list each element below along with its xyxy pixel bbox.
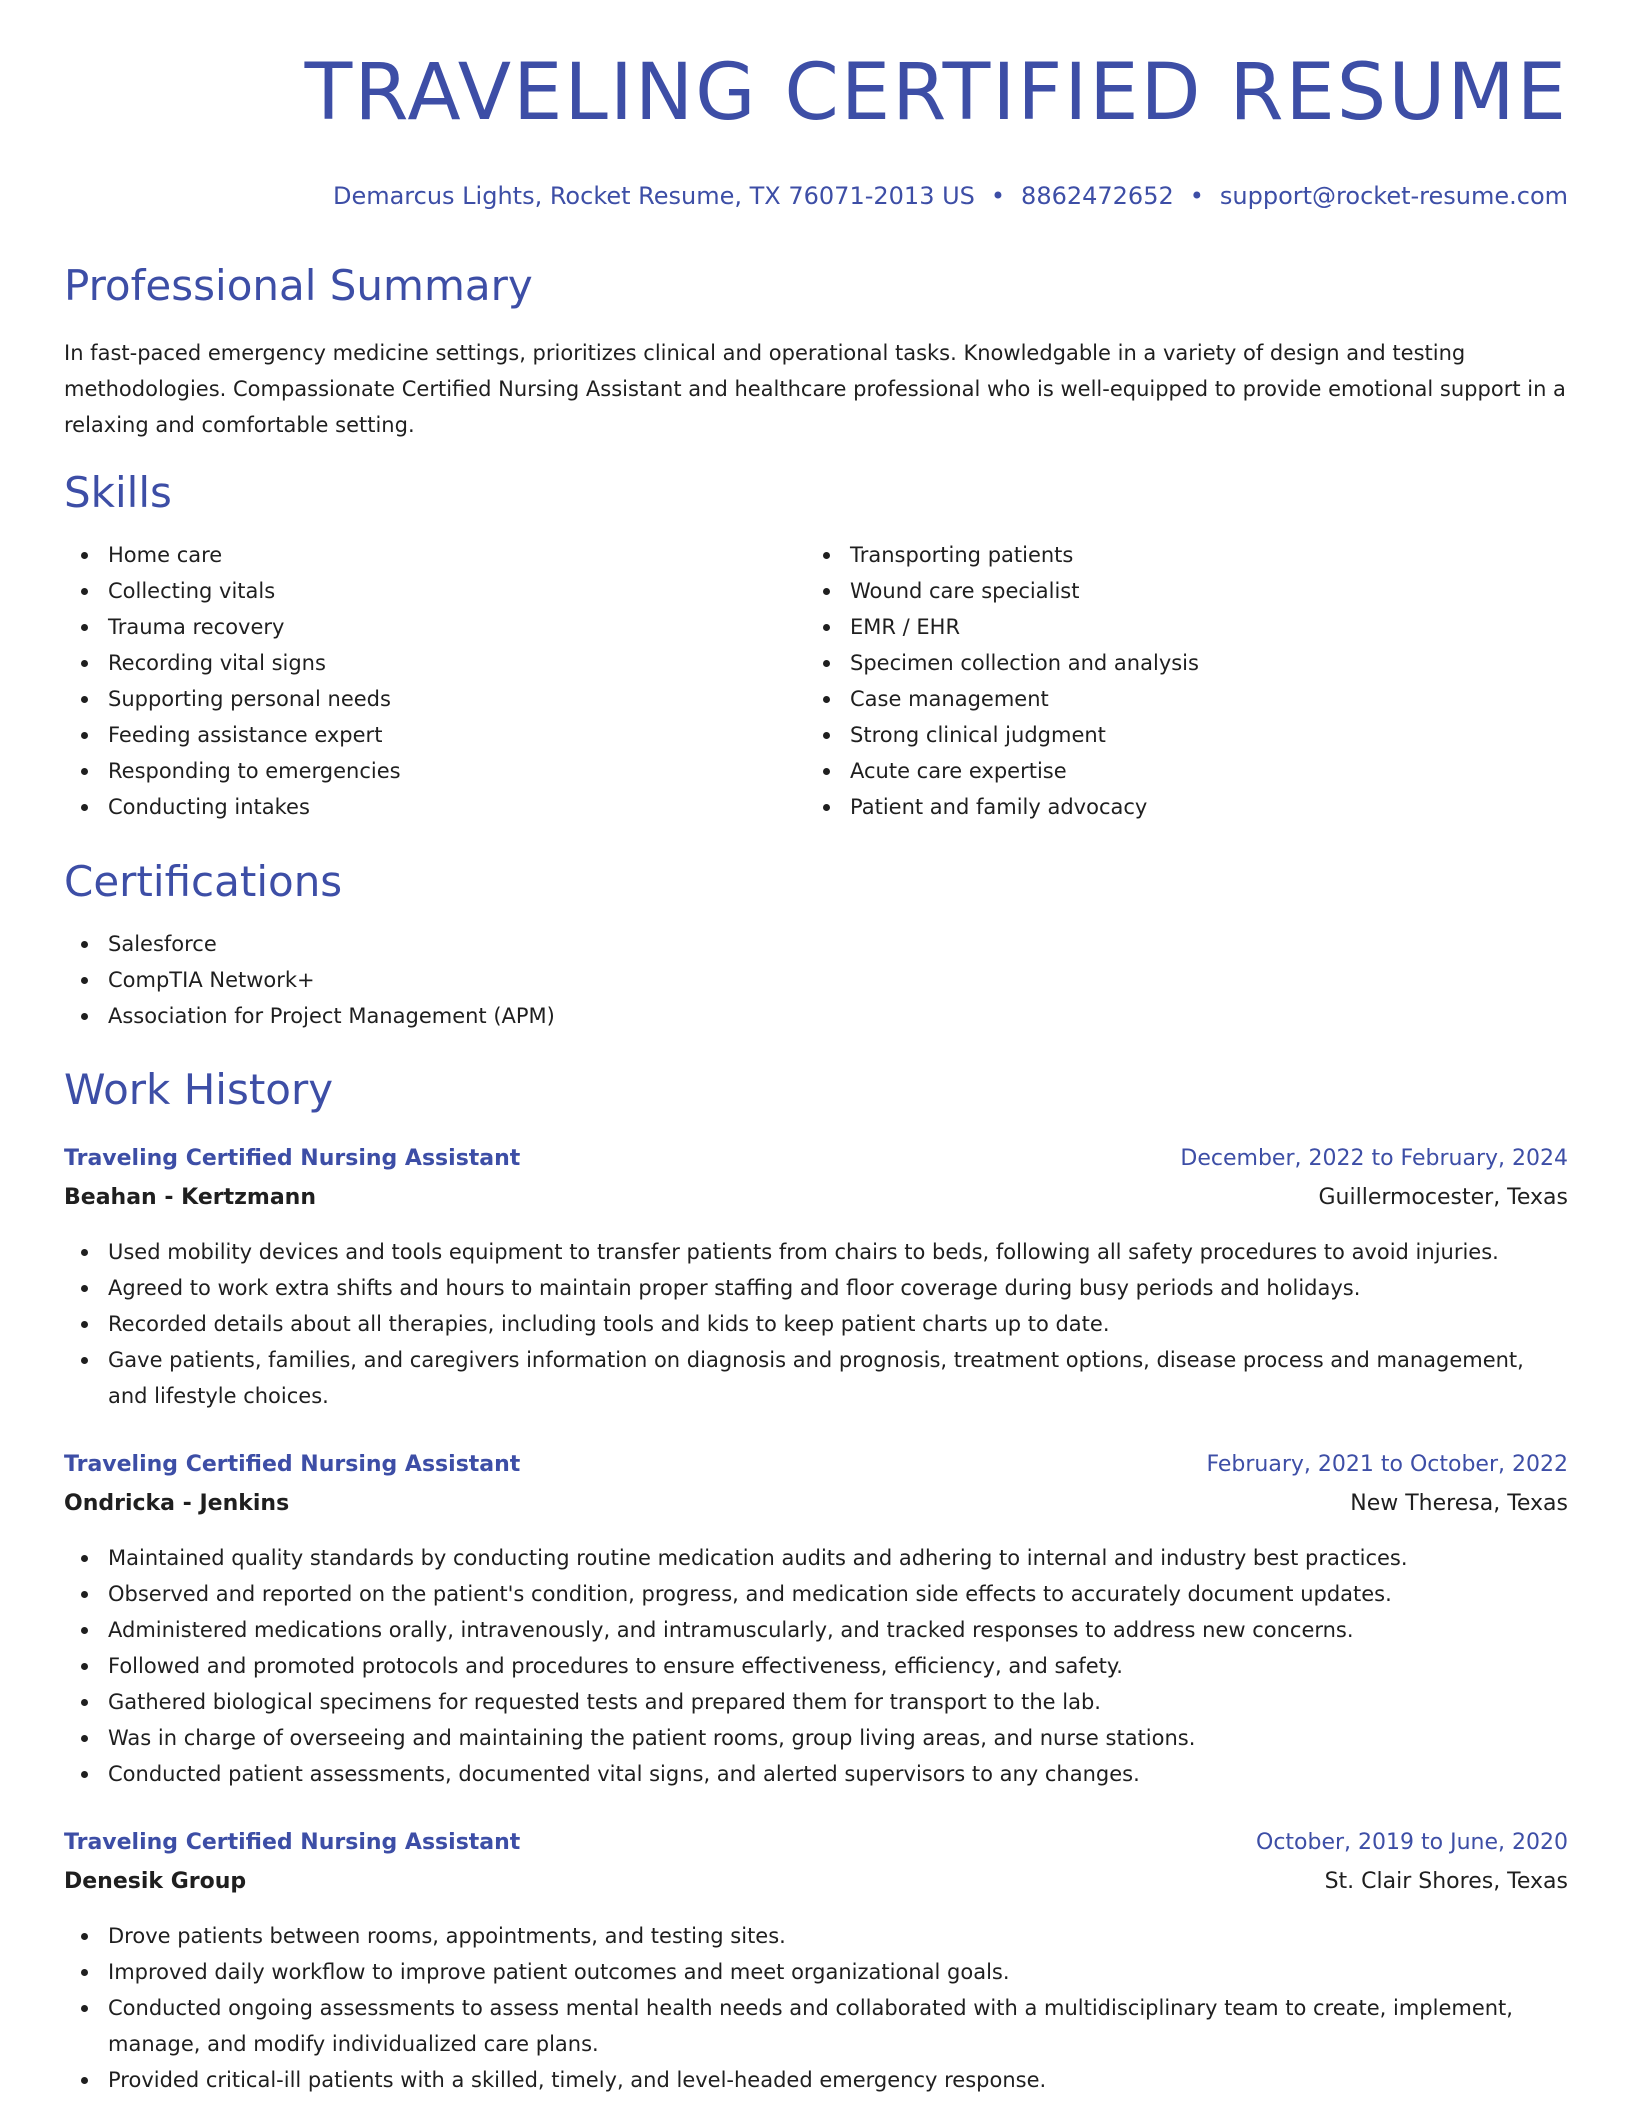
- job-duty: Maintained quality standards by conducting routine medication audits and adhering to internal and industry best practices.: [64, 1540, 1568, 1576]
- job-duties-list: [64, 1918, 1568, 2098]
- job-company-row: [64, 1865, 1568, 1904]
- job-dates: October, 2019 to June, 2020: [1256, 1830, 1568, 1855]
- work-history-heading: Work History: [64, 1065, 334, 1114]
- job-duty: Provided critical-ill patients with a skilled, timely, and level-headed emergency response.: [64, 2062, 1568, 2098]
- certifications-heading: Certifications: [64, 857, 343, 906]
- job-duty: Conducted ongoing assessments to assess mental health needs and collaborated with a multidisciplinary team to create, implement, manage, and modify individualized care plans.: [64, 1990, 1568, 2062]
- job-title: Traveling Certified Nursing Assistant: [64, 1146, 521, 1171]
- job-company: Ondricka - Jenkins: [64, 1491, 290, 1516]
- summary-heading: Professional Summary: [64, 261, 533, 310]
- job-header-row: [64, 1826, 1568, 1865]
- job-title: Traveling Certified Nursing Assistant: [64, 1452, 521, 1477]
- job-duty: Conducted patient assessments, documented vital signs, and alerted supervisors to any changes.: [64, 1756, 1568, 1792]
- job-duty: Administered medications orally, intravenously, and intramuscularly, and tracked responses to address new concerns.: [64, 1612, 1568, 1648]
- skill-item: Responding to emergencies: [64, 753, 784, 789]
- skill-item: Collecting vitals: [64, 573, 784, 609]
- job-duty: Recorded details about all therapies, including tools and kids to keep patient charts up to date.: [64, 1306, 1568, 1342]
- job-dates: February, 2021 to October, 2022: [1206, 1452, 1568, 1477]
- job-duty: Followed and promoted protocols and procedures to ensure effectiveness, efficiency, and safety.: [64, 1648, 1568, 1684]
- skills-list-left: [64, 537, 784, 825]
- contact-separator: •: [990, 182, 1006, 210]
- certification-item: Association for Project Management (APM): [64, 998, 1568, 1034]
- job-duty: Was in charge of overseeing and maintaining the patient rooms, group living areas, and nurse stations.: [64, 1720, 1568, 1756]
- skills-heading: Skills: [64, 468, 172, 517]
- contact-phone: 8862472652: [1021, 182, 1174, 210]
- contact-email: support@rocket-resume.com: [1219, 182, 1568, 210]
- job-company: Beahan - Kertzmann: [64, 1185, 317, 1210]
- job-company-row: [64, 1181, 1568, 1220]
- contact-separator: •: [1189, 182, 1204, 210]
- skill-item: Transporting patients: [806, 537, 1526, 573]
- job-entry: [64, 1142, 1568, 1414]
- job-company-row: [64, 1487, 1568, 1526]
- job-duty: Drove patients between rooms, appointments, and testing sites.: [64, 1918, 1568, 1954]
- skill-item: Trauma recovery: [64, 609, 784, 645]
- skill-item: Specimen collection and analysis: [806, 645, 1526, 681]
- job-header-row: [64, 1448, 1568, 1487]
- skill-item: Patient and family advocacy: [806, 789, 1526, 825]
- contact-line: [333, 181, 1568, 211]
- certifications-list: [64, 926, 1568, 1034]
- skill-item: EMR / EHR: [806, 609, 1526, 645]
- job-location: Guillermocester, Texas: [1318, 1185, 1568, 1210]
- job-duty: Improved daily workflow to improve patient outcomes and meet organizational goals.: [64, 1954, 1568, 1990]
- certification-item: Salesforce: [64, 926, 1568, 962]
- skill-item: Conducting intakes: [64, 789, 784, 825]
- skill-item: Supporting personal needs: [64, 681, 784, 717]
- job-company: Denesik Group: [64, 1869, 247, 1894]
- job-entry: [64, 1448, 1568, 1792]
- job-duty: Used mobility devices and tools equipment to transfer patients from chairs to beds, following all safety procedures to avoid injuries.: [64, 1234, 1568, 1270]
- skills-list-right: [806, 537, 1526, 825]
- job-header-row: [64, 1142, 1568, 1181]
- skill-item: Home care: [64, 537, 784, 573]
- job-dates: December, 2022 to February, 2024: [1180, 1146, 1568, 1171]
- job-title: Traveling Certified Nursing Assistant: [64, 1830, 521, 1855]
- certification-item: CompTIA Network+: [64, 962, 1568, 998]
- job-duty: Gave patients, families, and caregivers information on diagnosis and prognosis, treatment options, disease process and management, and lifestyle choices.: [64, 1342, 1568, 1414]
- skill-item: Wound care specialist: [806, 573, 1526, 609]
- job-duties-list: [64, 1234, 1568, 1414]
- skill-item: Feeding assistance expert: [64, 717, 784, 753]
- job-duty: Gathered biological specimens for requested tests and prepared them for transport to the lab.: [64, 1684, 1568, 1720]
- skill-item: Acute care expertise: [806, 753, 1526, 789]
- job-duties-list: [64, 1540, 1568, 1792]
- job-location: New Theresa, Texas: [1350, 1491, 1568, 1516]
- skill-item: Case management: [806, 681, 1526, 717]
- job-location: St. Clair Shores, Texas: [1324, 1869, 1568, 1894]
- skill-item: Strong clinical judgment: [806, 717, 1526, 753]
- resume-title: TRAVELING CERTIFIED RESUME: [304, 48, 1568, 138]
- job-duty: Observed and reported on the patient's condition, progress, and medication side effects to accurately document updates.: [64, 1576, 1568, 1612]
- contact-address: Demarcus Lights, Rocket Resume, TX 76071-2013 US: [332, 182, 975, 210]
- skill-item: Recording vital signs: [64, 645, 784, 681]
- summary-text: In fast-paced emergency medicine settings, prioritizes clinical and operational tasks. Knowledgable in a variety of design and testing methodologies. Compassionate Certified Nursing Assistant and healthcare professional who is well-equipped to provide emotional support in a relaxing and comfortable setting.: [64, 341, 1566, 437]
- job-duty: Agreed to work extra shifts and hours to maintain proper staffing and floor coverage during busy periods and holidays.: [64, 1270, 1568, 1306]
- job-entry: [64, 1826, 1568, 2098]
